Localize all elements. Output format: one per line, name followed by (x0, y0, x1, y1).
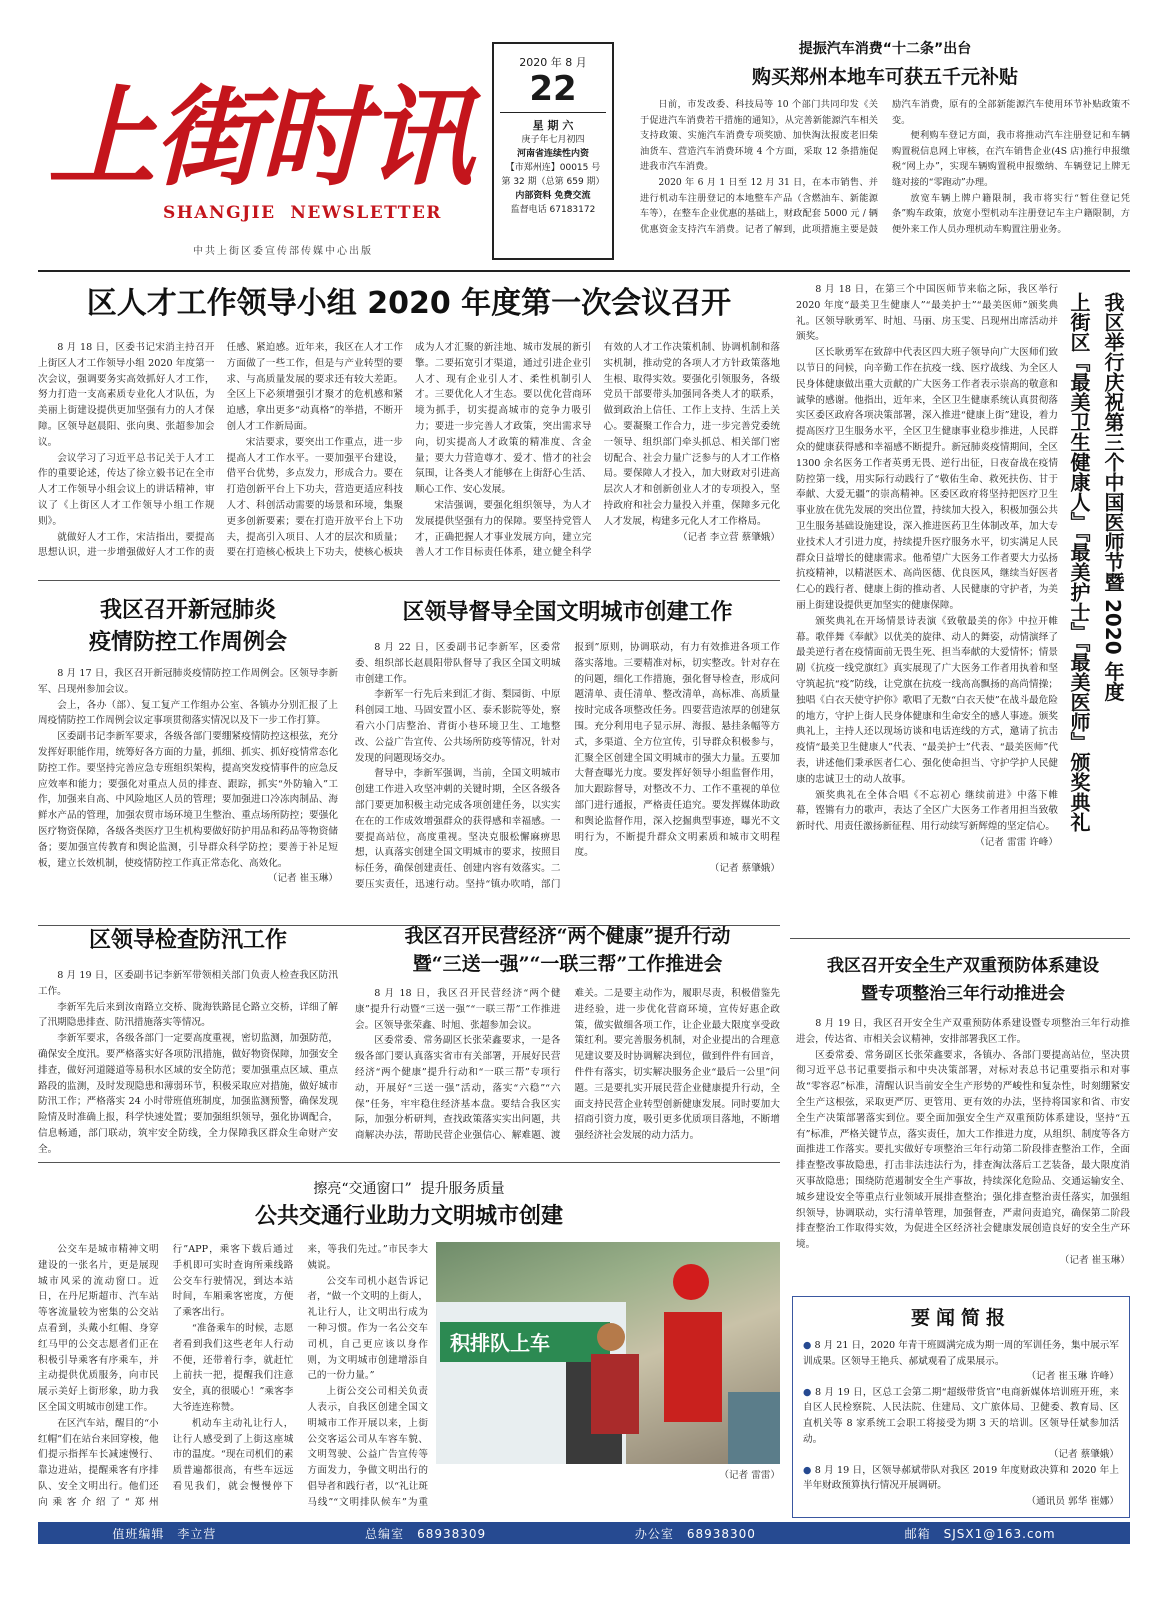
date-phone: 监督电话 67183172 (510, 205, 596, 215)
economy-article (355, 922, 780, 1158)
talent-body: 8 月 18 日，区委书记宋消主持召开上街区人才工作领导小组 2020 年度第一次会议，强调要务实高效抓好人才工作，努力打造一支高素质专业化人才队伍，为美丽上街建设提供更加坚强有力的人才保障。区领导赵晨阳、张向奥、张超参加会议。 会议学习了习近平总书记关于人才工作的重要论述，传达了徐立毅书记在全市人才工作领导小组会议上的讲话精神，审议了《上街区人才工作领导小组工作规则》。 就做好人才工作，宋洁指出，要提高思想认识，进一步增强做好人才工作的责任感、紧迫感。近年来，我区在人才工作方面做了一些工作，但是与产业转型的要求、与高质量发展的要求还有较大差距。全区上下必须增强引才聚才的危机感和紧迫感，拿出更多“动真格”的举措，不断开创人才工作新局面。 宋洁要求，要突出工作重点，进一步提高人才工作水平。一要加强平台建设，借平台优势，多点发力，形成合力。要在打造创新平台上下功夫，营造更适应科技人才、科创活动需要的场景和环境，集聚更多创新要素；要在打造开放平台上下功夫，提高引入项目、人才的层次和质量；要在打造核心板块上下功夫，使核心板块成为人才汇聚的新洼地、城市发展的新引擎。二要拓宽引才渠道，通过引进企业引人才、现有企业引人才、柔性机制引人才。三要优化人才生态。要以优化营商环境为抓手，切实提高城市的竞争力吸引力；要进一步完善人才政策，突出需求导向，切实提高人才政策的精准度、含金量；要大力营造尊才、爱才、惜才的社会氛围，让各类人才能够在上街舒心生活、顺心工作、安心发展。 宋洁强调，要强化组织领导，为人才发展提供坚强有力的保障。要坚持党管人才，正确把握人才事业发展方向，建立完善人才工作目标责任体系，建立健全科学有效的人才工作决策机制、协调机制和落实机制，推动党的各项人才方针政策落地生根、取得实效。要强化引领服务，各级党员干部要带头加强同各类人才的联系，做到政治上信任、工作上支持、生活上关心。要凝聚工作合力，进一步完善党委统一领导、组织部门牵头抓总、相关部门密切配合、社会力量广泛参与的人才工作格局。要保障人才投入，加大财政对引进高层次人才和创新创业人才的专项投入，坚持政府和社会力量投入并重，保障多元化人才发展，构建多元化人才工作格局。 （记者 李立营 蔡肇娥） (38, 342, 780, 559)
flood-title: 区领导检查防汛工作 (88, 927, 287, 953)
economy-body: 8 月 18 日，我区召开民营经济“两个健康”提升行动暨“三送一强”“一联三帮”工作推进会。区领导张荣鑫、时旭、张超参加会议。 区委常委、常务副区长张荣鑫要求，一是各级各部门要认真落实省市有关部署，开展好民营经济“两个健康”提升行动和“一联三帮”专项行动，开展好“三送一强”活动，落实“六稳”“六保”任务，牢牢稳住经济基本盘。要结合我区实际，加强分析研判，查找政策落实实出问题，共商解决办法，帮助民营企业强信心、解难题、渡难关。二是要主动作为，履职尽责，积极借鉴先进经验，进一步优化营商环境，宣传好惠企政策，做实做细各项工作，让企业最大限度享受政策红利。要完善服务机制，对企业提出的合理意见建议要及时协调解决到位，做到件件有回音，件件有落实，切实解决服务企业“最后一公里”问题。三是要扎实开展民营企业健康提升行动，全面支持民营企业转型创新健康发展。同时要加大招商引资力度，吸引更多优质项目落地，不断增强经济社会发展的动力活力。 (355, 988, 780, 1142)
bus-sign-text: 积排队上车 (450, 1331, 550, 1355)
masthead-logo (38, 55, 488, 205)
masthead-english: SHANGJIE NEWSLETTER (163, 203, 442, 223)
transit-kicker: 擦亮“交通窗口” 提升服务质量 (313, 1181, 505, 1197)
volunteer-vest (664, 1312, 722, 1422)
talent-byline: （记者 李立营 蔡肇娥） (677, 531, 780, 543)
date-permit: 河南省连续性内资 (516, 149, 589, 159)
footer-bar (38, 1522, 1130, 1544)
talent-article (38, 282, 780, 578)
date-day: 22 (529, 69, 577, 109)
top-news (640, 38, 1130, 270)
brief-item: ● 8 月 19 日，区领导郝斌带队对我区 2019 年度财政决算和 2020 年上半年财政预算执行情况开展调研。 （通讯员 郭华 崔娜） (803, 1464, 1119, 1507)
volunteer-cap (673, 1264, 709, 1300)
date-year-month: 2020 年 8 月 (519, 56, 587, 69)
economy-title-2: 暨“三送一强”“一联三帮”工作推进会 (412, 953, 723, 975)
logo-text: 上街时讯 (48, 75, 473, 201)
date-weekday: 星 期 六 (532, 119, 574, 132)
masthead-publisher: 中共上街区委宣传部传媒中心出版 (193, 246, 373, 257)
brief-item: ● 8 月 19 日，区总工会第二期“超级带货官”电商新媒体培训班开班，来自区人民检察院、人民法院、住建局、文广旅体局、卫健委、教育局、区直机关等 8 家系统工会职工将接受为期 3 天的培训。区领导任斌参加活动。 （记者 蔡肇娥） (803, 1386, 1119, 1461)
briefs-box (792, 1296, 1130, 1518)
covid-article (38, 594, 338, 924)
transit-body: 公交车是城市精神文明建设的一张名片，更是展现城市风采的流动窗口。近日，在丹尼斯超市、汽车站等客流量较为密集的公交站点看到，头戴小红帽、身穿红马甲的公交志愿者们正在积极引导乘客有序乘车，并主动提供优质服务，向市民展示美好上街形象，助力我区全国文明城市创建工作。 在区汽车站，醒目的“小红帽”们在站台来回穿梭，他们提示指挥车长减速慢行、靠边进站，提醒乘客有序排队、安全文明出行。他们还向乘客介绍了“郑州行”APP，乘客下载后通过手机即可实时查询所乘线路公交车行驶情况，到达本站时间，车厢乘客密度，方便了乘客出行。 “准备乘车的时候，志愿者看到我们这些老年人行动不便，还带着行李，就赶忙上前扶一把，提醒我们注意安全，真的很暖心！”乘客李大爷连连称赞。 机动车主动礼让行人，让行人感受到了上街这座城市的温度。“现在司机们的素质普遍都很高，有些车远远看见我们，就会慢慢停下来，等我们先过。”市民李大姨说。 公交车司机小赵告诉记者，“做一个文明的上街人，礼让行人，让文明出行成为一种习惯。作为一名公交车司机，自己更应该以身作则，为文明城市创建增添自己的一份力量。” 上街公交公司相关负责人表示，自我区创建全国文明城市工作开展以来，上街公交客运公司从车容车貌、文明驾驶、公益广告宣传等方面发力，争做文明出行的倡导者和践行者，以“礼让斑马线”“文明排队候车”为重 (38, 1244, 428, 1508)
briefs-title: 要闻简报 (910, 1307, 1011, 1329)
transit-article (38, 1178, 780, 1518)
bus-scene (436, 1242, 780, 1464)
safety-article (796, 952, 1130, 1282)
top-news-kicker: 提振汽车消费“十二条”出台 (798, 41, 972, 57)
flood-article (38, 918, 338, 1158)
covid-title-2: 疫情防控工作周例会 (88, 629, 287, 655)
economy-title-1: 我区召开民营经济“两个健康”提升行动 (404, 925, 731, 947)
flood-body: 8 月 19 日，区委副书记李新军带领相关部门负责人检查我区防汛工作。 李新军先后来到汝南路立交桥、陇海铁路昆仑路立交桥，详细了解了汛期隐患排查、防汛措施落实等情况。 李新军要求，各级各部门一定要高度重视，密切监测，加强防范，确保安全度汛。要严格落实好各项防汛措施，做好物资保障，加强安全排查，做好河道隧道等易积水区域的安全防范；要加强重点区域、重点路段的监测，及时发现隐患和薄弱环节，积极采取应对措施，做好城市防汛工作；严格落实 24 小时带班值班制度，加强监测预警，确保发现险情及时准确上报，科学快速处置；要加强组织领导，强化协调配合，信息畅通，部门联动，筑牢安全防线，全力保障我区群众生命财产安全。 (38, 968, 338, 1158)
passenger-head (597, 1323, 625, 1351)
civil-title: 区领导督导全国文明城市创建工作 (402, 599, 733, 625)
date-issue: 第 32 期（总第 659 期） (501, 177, 605, 187)
safety-title-1: 我区召开安全生产双重预防体系建设 (827, 956, 1099, 976)
covid-byline: （记者 崔玉琳） (267, 873, 338, 885)
safety-body: 8 月 19 日，我区召开安全生产双重预防体系建设暨专项整治三年行动推进会，传达省、市相关会议精神，安排部署我区工作。 区委常委、常务副区长张荣鑫要求，各镇办、各部门要提高站位，坚决贯彻习近平总书记重要指示和中央决策部署，对标对表总书记重要指示和对事故“零容忍”标准，清醒认识当前安全生产形势的严峻性和复杂性，时刻绷紧安全生产这根弦，采取更严厉、更管用、更有效的办法，坚持将国家和省、市安全生产决策部署落实到位。要全面加强安全生产双重预防体系建设，坚持“五有”标准，严格关键节点，落实责任，加大工作推进力度，从组织、制度等各方面推进工作落实。要扎实做好专项整治三年行动第二阶段排查整治工作，全面排查整改事故隐患，打击非法违法行为，排查淘汰落后工艺装备，最大限度消灭事故隐患；围绕防范遏制安全生产事故，持续深化危险品、交通运输安全、城乡建设安全等重点行业领域开展排查整治；强化排查整治责任落实，加强组织领导，协调联动，实行清单管理，加强督查，严肃问责追究，确保第二阶段排查整治工作取得实效，为促进全区经济社会健康发展创造良好的安全生产环境。 （记者 崔玉琳） (796, 1016, 1130, 1280)
nurse-body: 8 月 18 日，在第三个中国医师节来临之际，我区举行 2020 年度“最美卫生健康人”“最美护士”“最美医师”颁奖典礼。区领导耿勇军、时旭、马丽、房玉雯、吕现州出席活动并颁奖。 区长耿勇军在致辞中代表区四大班子领导向广大医师们致以节日的问候，向辛勤工作在抗疫一线、医疗战线、为全区人民身体健康做出重大贡献的广大医务工作者表示崇高的敬意和诚挚的感谢。他指出，近年来，全区卫生健康系统认真贯彻落实区委区政府各项决策部署，深入推进“健康上街”建设，着力提高医疗卫生服务水平，全区卫生健康事业稳步推进，人民群众的健康获得感和幸福感不断提升。新冠肺炎疫情期间，全区 1300 余名医务工作者英勇无畏、逆行出征，日夜奋战在疫情防控第一线，用实际行动践行了“敬佑生命、救死扶伤、甘于奉献、大爱无疆”的崇高精神。区委区政府将坚持把医疗卫生事业放在优先发展的突出位置，持续加大投入，积极加强公共卫生服务基础设施建设，深入推进医药卫生体制改革，加大专业技术人才引进力度，持续提升医疗服务水平，切实满足人民群众日益增长的健康需求。他希望广大医务工作者要大力弘扬抗疫精神，以精湛医术、高尚医德、优良医风，继续当好医者仁心的践行者、健康上街的推动者、人民健康的守护者，为美丽上街建设提供更加坚实的健康保障。 颁奖典礼在开场情景诗表演《致敬最美的你》中拉开帷幕。歌伴舞《奉献》以优美的旋律、动人的舞姿，动情演绎了最美逆行者在疫情面前无畏生死、担当奉献的大爱情怀；情景剧《抗疫一线党旗红》真实展现了广大医务工作者用执着和坚守筑起抗“疫”防线，让党旗在抗疫一线高高飘扬的高尚情操；独唱《白衣天使守护你》歌唱了无数“白衣天使”在战斗最危险的地方，守护上街人民身体健康和生命安全的感人事迹。颁奖典礼上，主持人还以现场访谈和电话连线的方式，邀请了抗击疫情“最美卫生健康人”代表、“最美护士”代表、“最美医师”代表，讲述他们秉承医者仁心、强化使命担当、守护学护人民健康的忠诚卫士的动人故事。 颁奖典礼在全体合唱《不忘初心 继续前进》中落下帷幕，铿锵有力的歌声，表达了全区广大医务工作者用担当致敬新时代、用责任激扬新征程、用行动续写新辉煌的坚定信心。 （记者 雷雷 许峰） (796, 282, 1058, 934)
footer-office: 总编室 68938309 (365, 1526, 487, 1541)
covid-title-1: 我区召开新冠肺炎 (99, 597, 276, 623)
brief-item: ● 8 月 21 日，2020 年青干班圆满完成为期一周的军训任务，集中展示军训成果。区领导王艳兵、郝斌观看了成果展示。 （记者 崔玉琳 许峰） (803, 1340, 1119, 1383)
nurse-byline: （记者 雷雷 许峰） (975, 836, 1058, 848)
footer-admin: 办公室 68938300 (634, 1526, 756, 1541)
date-distribution: 内部资料 免费交流 (515, 191, 591, 201)
bus-photo (436, 1242, 780, 1464)
date-lunar: 庚子年七月初四 (521, 135, 585, 145)
passenger-body (591, 1354, 639, 1434)
covid-body: 8 月 17 日，我区召开新冠肺炎疫情防控工作周例会。区领导李新军、吕现州参加会议。 会上，各办（部）、复工复产工作组办公室、各镇办分别汇报了上周疫情防控工作周例会议定事项贯彻落实情况以及下一步工作打算。 区委副书记李新军要求，各级各部门要绷紧疫情防控这根弦，充分发挥好职能作用，统筹好各方面的力量，抓细、抓实、抓好疫情常态化防控工作。要坚持完善应急专班组织架构，提高突发疫情事件的应急反应效率和能力；要强化对重点人员的排查、跟踪，抓实“外防输入”工作，加强来自高、中风险地区人员的管理；要加强进口冷冻肉制品、海鲜水产品的管理，加强农贸市场环境卫生整治、重点场所防控；要强化医疗物资保障，各级各类医疗卫生机构要做好防护用品和药品等物资储备；要加强宣传教育和舆论监测，引导群众科学防控；要善于补足短板，建立长效机制，使疫情防控工作真正常态化、高效化。 （记者 崔玉琳） (38, 666, 338, 916)
nurse-article (796, 282, 1130, 934)
date-reg: 【市郑州连】00015 号 (505, 163, 601, 173)
nurse-title-1: 我区举行庆祝第三个中国医师节暨 2020 年度 (1101, 292, 1125, 702)
safety-title-2: 暨专项整治三年行动推进会 (861, 984, 1065, 1004)
transit-byline: （记者 雷雷） (719, 1470, 780, 1481)
top-news-title: 购买郑州本地车可获五千元补贴 (751, 66, 1018, 88)
transit-title: 公共交通行业助力文明城市创建 (254, 1204, 563, 1229)
civil-article (355, 596, 780, 926)
masthead (38, 55, 488, 260)
civil-body: 8 月 22 日，区委副书记李新军，区委常委、组织部长赵晨阳带队督导了我区全国文明城市创建工作。 李新军一行先后来到汇才街、梨园街、中原科创园工地、马固安置小区、泰禾影院等处，察看六小门店整治、背街小巷环境卫生、工地整改、公益广告宣传、公共场所防疫等情况，针对发现的问题现场交办。 督导中，李新军强调，当前，全国文明城市创建工作进入攻坚冲刺的关键时期，全区各级各部门要更加积极主动完成各项创建任务，以实实在在的工作成效增强群众的获得感和幸福感。一要提高站位，高度重视。坚决克服松懈麻痹思想，认真落实创建全国文明城市的要求，按照目标任务，确保创建责任、创建内容有效落实。二要压实责任，迅速行动。坚持“镇办吹哨，部门报到”原则，协调联动，有力有效推进各项工作落实落地。三要精准对标，切实整改。针对存在的问题，细化工作措施，强化督导检查，形成问题清单、责任清单、整改清单，高标准、高质量按时完成各项整改任务。四要营造浓厚的创建氛围。充分利用电子显示屏、海报、悬挂条幅等方式，多渠道、全方位宣传，引导群众积极参与，汇聚全区创建全国文明城市的强大力量。五要加大督查曝光力度。要发挥好领导小组监督作用，加大跟踪督导，对整改不力、工作不重视的单位部门进行通报，严格责任追究。要发挥媒体助政和舆论监督作用，深入挖掘典型事迹，曝光不文明行为，不断提升群众文明素质和城市文明程度。 （记者 蔡肇娥） (355, 642, 780, 890)
talent-title: 区人才工作领导小组 2020 年度第一次会议召开 (86, 286, 732, 321)
datebox (492, 42, 614, 260)
nurse-title-2: 上街区『最美卫生健康人』『最美护士』『最美医师』颁奖典礼 (1067, 292, 1091, 832)
footer-duty-editor: 值班编辑 李立营 (112, 1526, 217, 1541)
footer-mail[interactable]: 邮箱 SJSX1@163.com (904, 1526, 1056, 1541)
top-news-body: 日前，市发改委、科技局等 10 个部门共同印发《关于促进汽车消费若干措施的通知》，从完善新能源汽车相关支持政策、实施汽车消费专项奖励、加快淘汰报废老旧柴油货车、营造汽车消费环境 4 个方面，采取 12 条措施促进我市汽车消费。 2020 年 6 月 1 日至 12 月 31 日，在本市销售、并进行机动车注册登记的本地整车产品（含燃油车、新能源车等），在整车企业优惠的基础上，财政配套 5000 元 / 辆优惠资金支持汽车消费。记者了解到，此项措施主要是鼓励汽车消费，原有的全部新能源汽车使用环节补贴政策不变。 便利购车登记方面，我市将推动汽车注册登记和车辆购置税信息网上审核，在汽车销售企业(4S 店)推行申报缴税“网上办”，实现车辆购置税申报缴纳、车辆登记上牌无缝对接的“零跑动”办理。 放宽车辆上牌户籍限制，我市将实行“暂住登记凭条”购车政策，放宽小型机动车注册登记车主户籍限制，方便外来工作人员办理机动车购置注册业务。 (640, 99, 1130, 235)
civil-byline: （记者 蔡肇娥） (709, 863, 780, 875)
bench (728, 1392, 780, 1464)
safety-byline: （记者 崔玉琳） (1059, 1254, 1130, 1266)
